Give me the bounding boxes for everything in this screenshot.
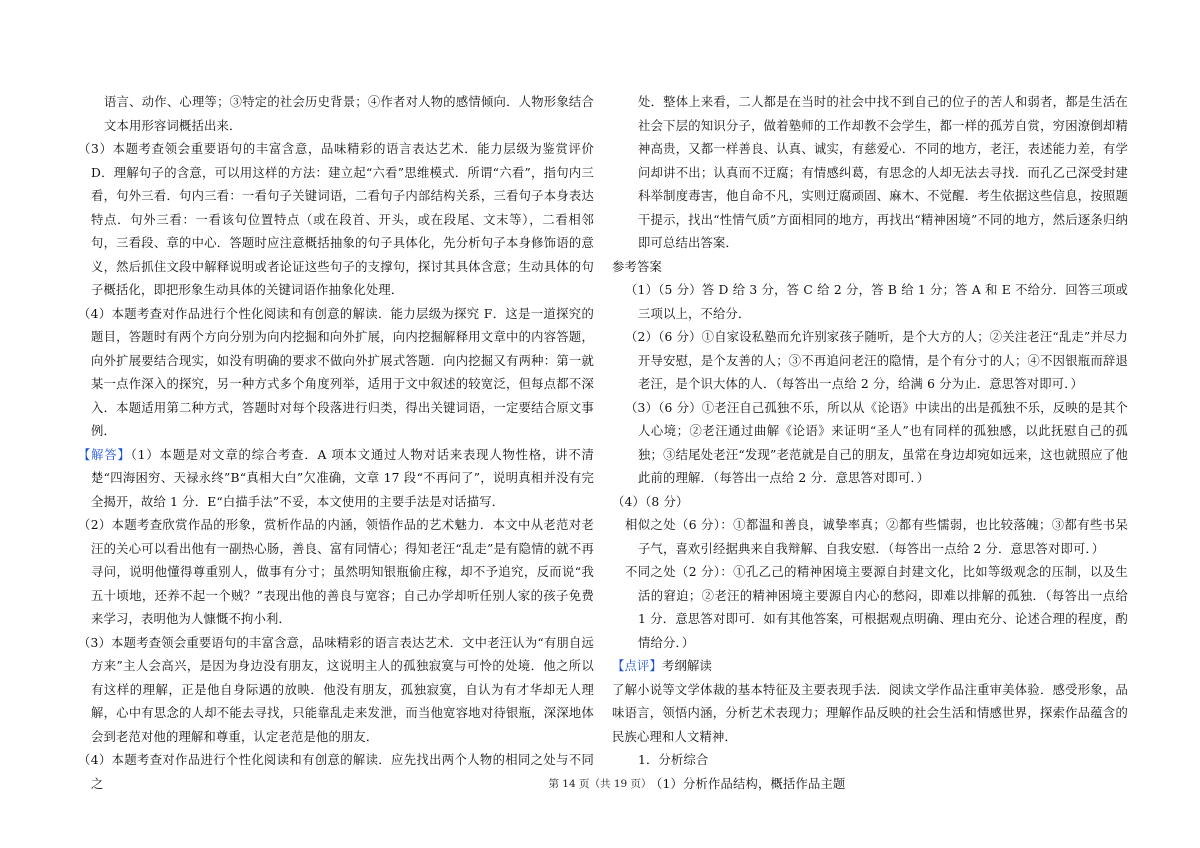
similarities: 相似之处（6 分）：①都温和善良，诚挚率真；②都有些懦弱，也比较落魄；③都有些书呆子气，喜欢引经据典来自我辩解、自我安慰．（每答出一点给 2 分．意思答对即可．） — [625, 518, 1128, 556]
reference-answer-3: （3）（6 分）①老汪自己孤独不乐，所以从《论语》中读出的出是孤独不乐，反映的是其个人心境；②老汪通过曲解《论语》来证明“圣人”也有同样的孤独感，以此抚慰自己的孤独；③结尾处老汪“发现”老范就是自己的朋友，虽常在身边却宛如远来，这也就照应了他此前的理解．（每答出一点给 2 分．意思答对即可．） — [625, 400, 1128, 485]
answer-4: （4）本题考查对作品进行个性化阅读和有创意的解读．应先找出两个人物的相同之处与不同之 — [78, 753, 594, 791]
answer-3: （3）本题考查领会重要语句的丰富含意，品味精彩的语言表达艺术．文中老汪认为“有朋自远方来”主人会高兴，是因为身边没有朋友，这说明主人的孤独寂寞与可怜的处境．他之所以有这样的理解，正是他自身际遇的放映．他没有朋友，孤独寂寞，自认为有才华却无人理解，心中有思念的人却不能去寻找，只能靠乱走来发泄，而当他宽容地对待银瓶，深深地体会到老范对他的理解和尊重，认定老范是他的朋友． — [78, 635, 594, 744]
analysis-4: （4）本题考查对作品进行个性化阅读和有创意的解读．能力层级为探究 F．这是一道探究的题目，答题时有两个方向分别为向内挖掘和向外扩展，向内挖掘解释用文章中的内容答题，向外扩展要结合现实，如没有明确的要求不做向外扩展式答题．向内挖掘又有两种：第一就某一点作深入的探究，另一种方式多个角度列举，适用于文中叙述的较宽泛，但每点都不深入．本题适用第二种方式，答题时对每个段落进行归类，得出关键词语，一定要结合原文事例． — [78, 306, 594, 438]
analysis-3: （3）本题考查领会重要语句的丰富含意，品味精彩的语言表达艺术．能力层级为鉴赏评价 D．理解句子的含意，可以用这样的方法：建立起“六看”思维模式．所谓“六看”，指句内三看，句外三看．句内三看：一看句子关键词语，二看句子内部结构关系，三看句子本身表达特点．句外三看：一看该句位置特点（或在段首、开头，或在段尾、文末等），二看相邻句，三看段、章的中心．答题时应注意概括抽象的句子具体化，先分析句子本身修饰语的意义，然后抓住文段中解释说明或者论证这些句子的支撑句，探讨其具体含意；生动具体的句子概括化，即把形象生动具体的关键词语作抽象化处理． — [78, 142, 594, 297]
syllabus-text: 了解小说等文学体裁的基本特征及主要表现手法．阅读文学作品注重审美体验．感受形象，品味语言，领悟内涵，分析艺术表现力；理解作品反映的社会生活和情感世界，探索作品蕴含的民族心理和人文精神． — [612, 682, 1128, 744]
reference-answer-1: （1）（5 分）答 D 给 3 分，答 C 给 2 分，答 B 给 1 分；答 A 和 E 不给分．回答三项或三项以上，不给分． — [625, 283, 1128, 321]
jieda-tag: 【解答】 — [78, 447, 131, 462]
reference-answer-4: （4）（8 分） — [612, 494, 689, 509]
answer-4-continued: 处．整体上来看，二人都是在当时的社会中找不到自己的位子的苦人和弱者，都是生活在社会下层的知识分子，做着塾师的工作却教不会学生，都一样的孤芳自赏，穷困潦倒却精神高贵，又都一样善良、认真、诚实，有慈爱心．不同的地方，老汪，表述能力差，有学问却讲不出；认真而不迂腐；有情感纠葛，有思念的人却无法去寻找．而孔乙己深受封建科举制度毒害，他自命不凡，实则迂腐顽固、麻木、不觉醒．考生依据这些信息，按照题干提示，找出“性情气质”方面相同的地方，再找出“精神困境”不同的地方，然后逐条归纳即可总结出答案． — [638, 95, 1128, 250]
answer-2: （2）本题考查欣赏作品的形象，赏析作品的内涵，领悟作品的艺术魅力．本文中从老范对老汪的关心可以看出他有一副热心肠，善良、富有同情心；得知老汪“乱走”是有隐情的就不再寻问，说明他懂得尊重别人，做事有分寸；虽然明知银瓶偷庄稼，却不予追究，反而说“我五十顷地，还养不起一个贼？”表现出他的善良与宽容；自己办学却听任别人家的孩子免费来学习，表明他为人慷慨不拘小利． — [78, 518, 594, 626]
differences: 不同之处（2 分）：①孔乙己的精神困境主要源自封建文化，比如等级观念的压制，以及生活的窘迫；②老汪的精神困境主要源自内心的愁闷，即难以排解的孤独．（每答出一点给 1 分．意思答对即可．如有其他答案，可根据观点明确、理由充分、论述合理的程度，酌情给分．） — [625, 565, 1128, 650]
answer-1 — [78, 444, 594, 515]
comment-heading-text: 考纲解读 — [662, 659, 712, 673]
syllabus-item-1-1: （1）分析作品结构，概括作品主题 — [650, 776, 846, 791]
comment-heading — [612, 655, 1128, 679]
page-number: 第 14 页（共 19 页） — [548, 778, 652, 790]
right-column — [612, 91, 1128, 796]
syllabus-item-1: 1．分析综合 — [638, 753, 709, 767]
reference-answer-2: （2）（6 分）①自家设私塾而允许别家孩子随听，是个大方的人；②关注老汪“乱走”并尽力开导安慰，是个友善的人；③不再追问老汪的隐情，是个有分寸的人；④不因银瓶而辞退老汪，是个识大体的人．（每答出一点给 2 分，给满 6 分为止．意思答对即可．） — [625, 330, 1128, 391]
paragraph-intro: 语言、动作、心理等；③特定的社会历史背景；④作者对人物的感情倾向．人物形象结合文本用形容词概括出来． — [104, 95, 594, 133]
reference-answer-title: 参考答案 — [612, 259, 662, 274]
dianping-tag: 【点评】 — [612, 659, 662, 673]
answer-1-text: （1）本题是对文章的综合考查．A 项本文通过人物对话来表现人物性格，讲不清楚“四海困穷、天禄永终”B“真相大白”欠准确，文章 17 段“不再问了”，说明真相并没有完全揭开，故给 1 分．E“白描手法”不妥，本文使用的主要手法是对话描写． — [91, 447, 594, 509]
left-column — [78, 91, 594, 796]
